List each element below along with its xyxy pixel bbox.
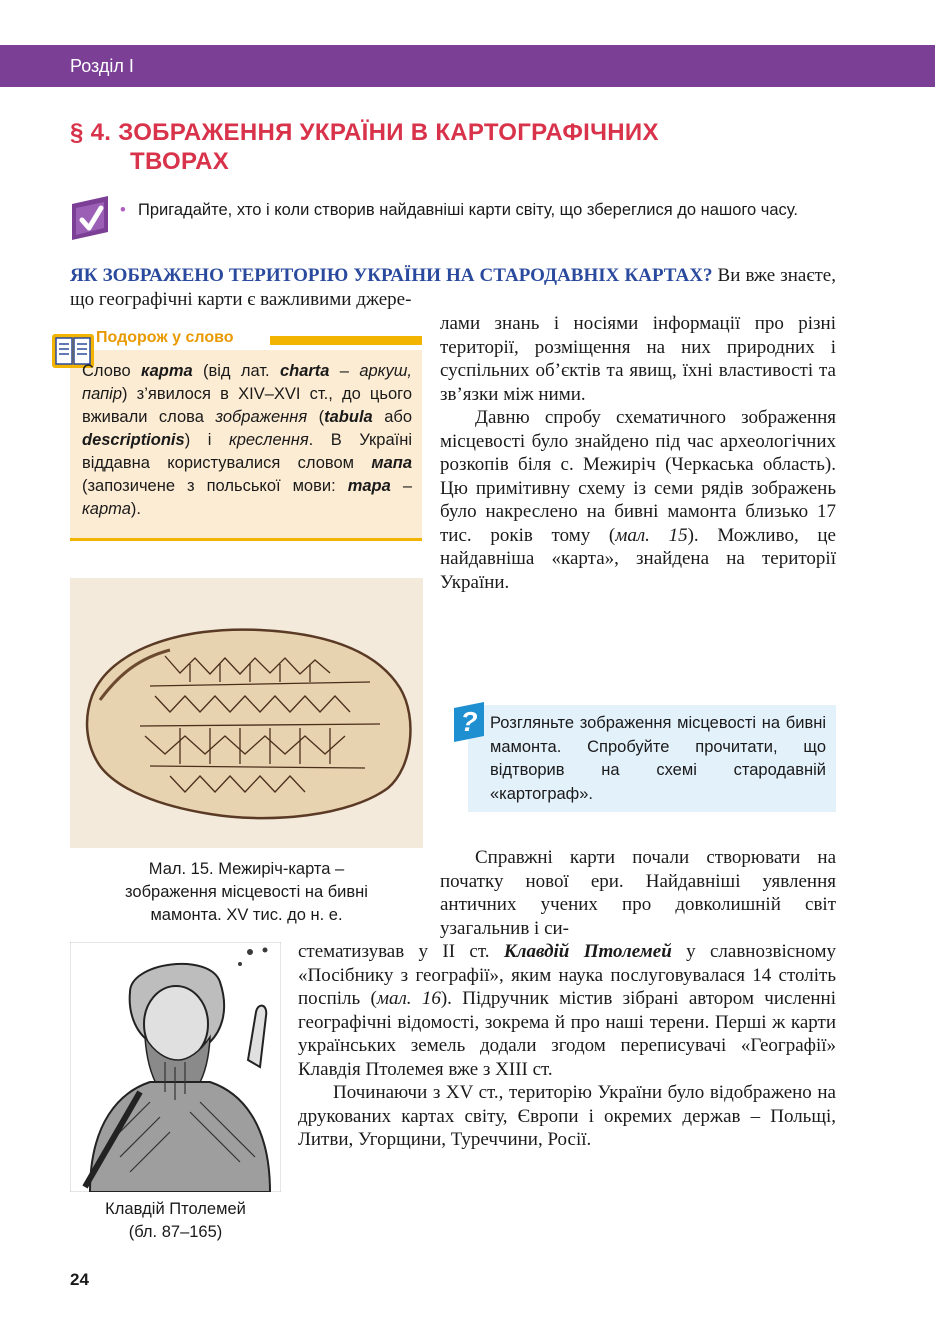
checkmark-task-icon: [70, 194, 110, 242]
para1-rest: лами знань і носіями інформації про різні території, розміщення на них природних і суспільних об’єктів та явищ, їхні властивості та зв’язки між ними.: [440, 313, 836, 405]
para3-bottom: стематизував у ІІ ст. Клавдій Птолемей у славнозвісному «Посібнику з географії», яким наука послуговувалася 14 століть поспіль (мал. 16). Підручник містив зібрані автором численні географічні відомості, зокрема й про наші терени. Перші ж карти українських земель додали згодом переписувачі «Географії» Клавдія Птолемея вже з XIII ст. Починаючи з XV ст., територію України було відображено на друкованих картах світу, Європи і окремих держав – Польщі, Литви, Угорщини, Туреччини, Росії.: [298, 941, 836, 1150]
title-line-2: ТВОРАХ: [130, 148, 230, 175]
recall-text: Пригадайте, хто і коли створив найдавніші карти світу, що збереглися до нашого часу.: [138, 201, 798, 219]
question-mark-icon: [452, 700, 486, 744]
para1-first-line: Ви вже знаєте, що географічні карти є важливими джере-: [70, 265, 836, 310]
word-box-underline: [70, 538, 422, 541]
figure-16-caption: Клавдій Птолемей (бл. 87–165): [105, 1200, 246, 1241]
paragraph-title: [70, 118, 870, 176]
ptolemy-portrait-image: [70, 942, 281, 1192]
bullet-dot: •: [120, 201, 126, 219]
section-heading: ЯК ЗОБРАЖЕНО ТЕРИТОРІЮ УКРАЇНИ НА СТАРОДАВНІХ КАРТАХ?: [70, 265, 713, 286]
intro-block: [70, 264, 836, 311]
question-text: Розгляньте зображення місцевості на бивні мамонта. Спробуйте прочитати, що відтворив на схемі стародавній «картограф».: [490, 714, 826, 803]
figure-ref-15: мал. 15: [615, 524, 688, 546]
recall-question: [120, 199, 840, 222]
page-number: 24: [70, 1270, 89, 1289]
para2: Давню спробу схематичного зображення місцевості було знайдено під час археологічних розкопів біля с. Межиріч (Черкаська область). Цю примітивну схему із семи рядів зображень було накреслено на бивні мамонта близько 17 тис. років тому (мал. 15). Можливо, це найдавніша «карта», знайдена на території України.: [440, 407, 836, 593]
ptolemy-name: Клавдій Птолемей: [503, 941, 672, 962]
svg-text:?: ?: [460, 706, 478, 737]
figure-15-caption: Мал. 15. Межиріч-карта – зображення місцевості на бивні мамонта. XV тис. до н. е.: [125, 860, 368, 924]
mezhyrich-map-image: [70, 578, 423, 848]
word-box-heading-bar: [270, 336, 422, 345]
para4: Починаючи з XV ст., територію України було відображено на друкованих картах світу, Європи і окремих держав – Польщі, Литви, Угорщини, Туреччини, Росії.: [298, 1082, 836, 1150]
title-line-1: § 4. ЗОБРАЖЕННЯ УКРАЇНИ В КАРТОГРАФІЧНИХ: [70, 119, 659, 146]
word-box-text: Слово карта (від лат. charta – аркуш, папір) з’явилося в XIV–XVI ст., до цього вживали слова зображення (tabula або descriptionis) і креслення. В Україні віддавна користувалися словом мапа (запозичене з польської мови: mapa – карта).: [82, 362, 413, 518]
word-box-heading: Подорож у слово: [96, 329, 234, 346]
chapter-header-bar: [0, 45, 935, 87]
para3-top: Справжні карти почали створювати на початку нової ери. Найдавніші уявлення античних учених про довколишній світ узагальнив і си-: [440, 847, 836, 939]
chapter-label: Розділ І: [70, 56, 134, 76]
figure-ref-16: мал. 16: [376, 988, 441, 1009]
right-column-text: [440, 312, 836, 594]
